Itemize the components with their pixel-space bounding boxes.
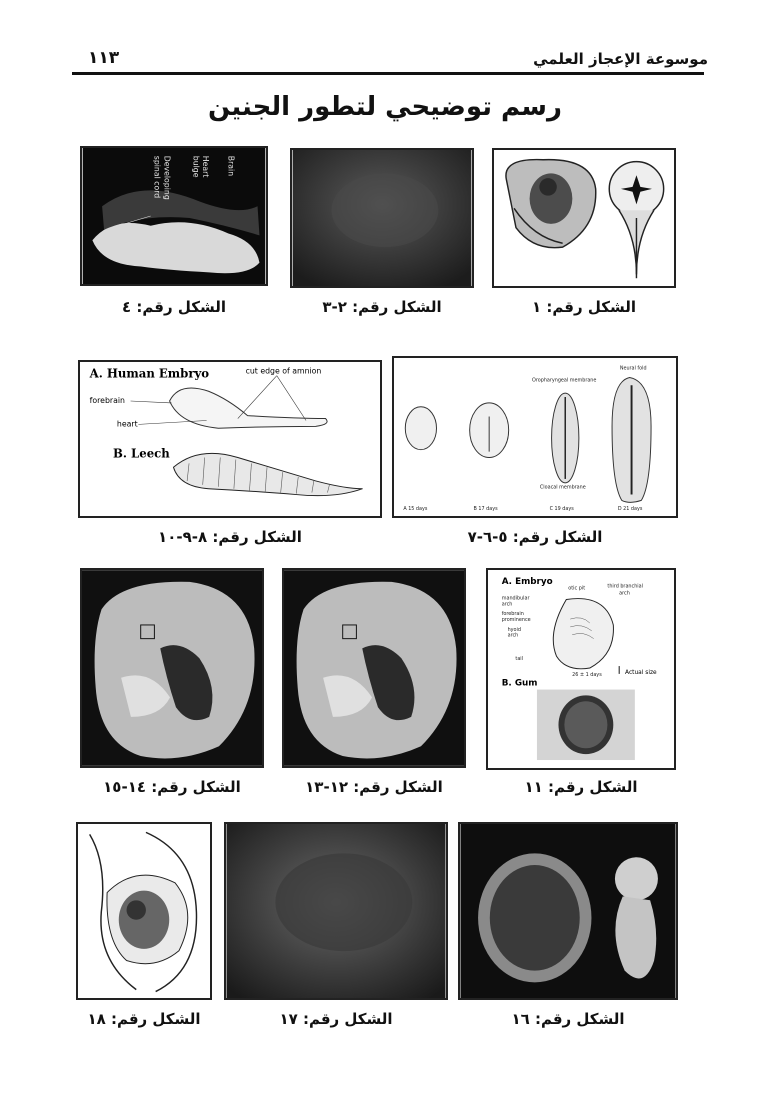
label-otic-pit: otic pit: [568, 585, 586, 592]
caption-fig-12-13: الشكل رقم: ١٢-١٣: [305, 778, 443, 796]
running-header-title: موسوعة الإعجاز العلمي: [533, 50, 708, 68]
caption-fig-1: الشكل رقم: ١: [532, 298, 636, 316]
label-cloacal: Cloacal membrane: [539, 484, 586, 491]
label-oropharyngeal: Oropharyngeal membrane: [532, 377, 597, 384]
label-prominence: prominence: [501, 617, 531, 624]
figure-16-fetus-photo: [458, 822, 678, 1000]
caption-fig-2-3: الشكل رقم: ٢-٣: [322, 298, 442, 316]
label-cut-edge: cut edge of amnion: [245, 366, 322, 376]
figure-1-uterus-diagram: [492, 148, 676, 288]
page-number: ١١٣: [88, 48, 120, 68]
label-neural-fold: Neural fold: [619, 365, 647, 372]
label-spinal-cord: spinal cord: [152, 155, 162, 199]
label-bulge: bulge: [191, 155, 201, 178]
figure-11-embryo-gum: [486, 568, 676, 770]
header-rule: [72, 72, 704, 75]
label-day-c: C 19 days: [549, 506, 574, 513]
caption-fig-8-10: الشكل رقم: ٨-٩-١٠: [158, 528, 302, 546]
caption-fig-18: الشكل رقم: ١٨: [87, 1010, 201, 1028]
figure-17-photo: [224, 822, 448, 1000]
figure-5-7-embryonic-disc: [392, 356, 678, 518]
caption-fig-17: الشكل رقم: ١٧: [279, 1010, 393, 1028]
label-hyoid-arch: arch: [507, 632, 519, 639]
label-mandibular: mandibular: [501, 595, 530, 602]
caption-fig-14-15: الشكل رقم: ١٤-١٥: [103, 778, 241, 796]
label-tail: tail: [515, 656, 524, 663]
figure-14-15-embryo-photo: [80, 568, 264, 768]
label-actual-size: Actual size: [625, 669, 657, 676]
label-days: 26 ± 1 days: [572, 671, 602, 678]
label-day-b: B 17 days: [473, 506, 498, 513]
label-leech: B. Leech: [113, 446, 170, 461]
label-gum: B. Gum: [501, 678, 538, 689]
caption-fig-11: الشكل رقم: ١١: [524, 778, 638, 796]
figure-12-13-embryo-photo: [282, 568, 466, 768]
figure-4-embryo-photo: [80, 146, 268, 286]
caption-fig-5-7: الشكل رقم: ٥-٦-٧: [467, 528, 603, 546]
label-heart: heart: [116, 419, 138, 429]
label-human-embryo: A. Human Embryo: [89, 366, 210, 381]
label-hyoid: hyoid: [507, 626, 521, 633]
label-heart: Heart: [201, 155, 211, 178]
page-title: رسم توضيحي لتطور الجنين: [208, 92, 562, 122]
figure-2-3-photo: [290, 148, 474, 288]
caption-fig-16: الشكل رقم: ١٦: [511, 1010, 625, 1028]
caption-fig-4: الشكل رقم: ٤: [122, 298, 226, 316]
label-third-branchial-arch: arch: [619, 590, 630, 597]
figure-18-pregnancy-diagram: [76, 822, 212, 1000]
label-forebrain: forebrain: [89, 395, 125, 405]
label-embryo: A. Embryo: [501, 576, 553, 587]
label-mandibular-arch: arch: [501, 601, 513, 608]
figure-8-10-embryo-leech: [78, 360, 382, 518]
label-day-d: D 21 days: [617, 506, 643, 513]
label-forebrain: forebrain: [501, 611, 524, 618]
label-brain: Brain: [226, 155, 236, 177]
label-developing: Developing: [162, 155, 172, 200]
label-day-a: A 15 days: [403, 506, 428, 513]
label-third-branchial: third branchial: [607, 583, 643, 590]
